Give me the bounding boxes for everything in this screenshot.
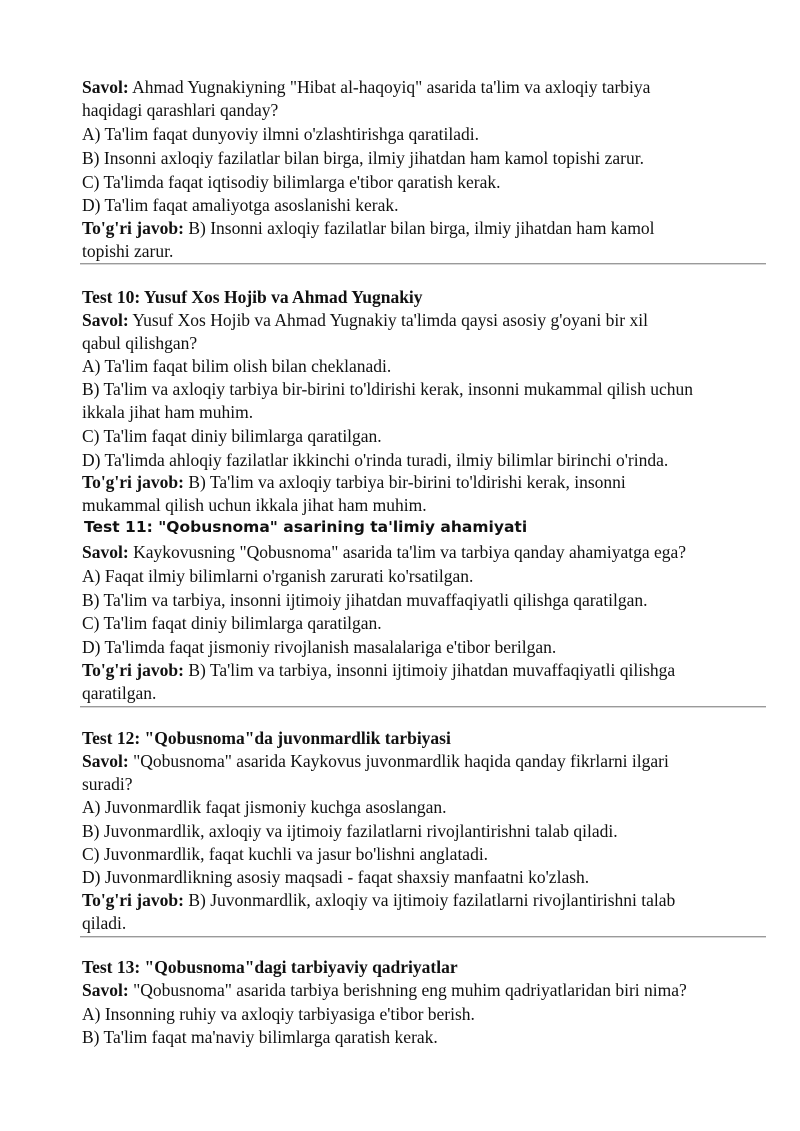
option-d: D) Juvonmardlikning asosiy maqsadi - faqat shaxsiy manfaatni ko'zlash. bbox=[82, 867, 590, 887]
option-b: B) Insonni axloqiy fazilatlar bilan birga, ilmiy jihatdan ham kamol topishi zarur. bbox=[82, 148, 644, 168]
option-c: C) Ta'lim faqat diniy bilimlarga qaratilgan. bbox=[82, 426, 382, 446]
question-line: Savol: "Qobusnoma" asarida tarbiya berishning eng muhim qadriyatlaridan biri nima? bbox=[82, 980, 687, 1000]
answer-label: To'g'ri javob: bbox=[82, 890, 184, 910]
answer-line: To'g'ri javob: B) Ta'lim va axloqiy tarbiya bir-birini to'ldirishi kerak, insonni bbox=[82, 472, 626, 492]
option-a: A) Juvonmardlik faqat jismoniy kuchga asoslangan. bbox=[82, 797, 447, 817]
question-line: haqidagi qarashlari qanday? bbox=[82, 100, 279, 120]
answer-line: mukammal qilish uchun ikkala jihat ham muhim. bbox=[82, 495, 427, 515]
option-d: D) Ta'lim faqat amaliyotga asoslanishi kerak. bbox=[82, 195, 399, 215]
option-a: A) Insonning ruhiy va axloqiy tarbiyasiga e'tibor berish. bbox=[82, 1004, 475, 1024]
test-title: Test 12: "Qobusnoma"da juvonmardlik tarbiyasi bbox=[82, 728, 451, 748]
question-line: Savol: "Qobusnoma" asarida Kaykovus juvonmardlik haqida qanday fikrlarni ilgari bbox=[82, 751, 669, 771]
divider bbox=[80, 706, 766, 707]
option-c: C) Ta'limda faqat iqtisodiy bilimlarga e'tibor qaratish kerak. bbox=[82, 172, 501, 192]
question-line: qabul qilishgan? bbox=[82, 333, 198, 353]
answer-label: To'g'ri javob: bbox=[82, 218, 184, 238]
answer-line: qaratilgan. bbox=[82, 683, 157, 703]
option-a: A) Ta'lim faqat bilim olish bilan cheklanadi. bbox=[82, 356, 392, 376]
question-line: suradi? bbox=[82, 774, 133, 794]
option-b: B) Ta'lim va axloqiy tarbiya bir-birini to'ldirishi kerak, insonni mukammal qilish uchun bbox=[82, 379, 693, 399]
option-b: B) Ta'lim faqat ma'naviy bilimlarga qaratish kerak. bbox=[82, 1027, 438, 1047]
option-a: A) Ta'lim faqat dunyoviy ilmni o'zlashtirishga qaratiladi. bbox=[82, 124, 479, 144]
test-title: Test 13: "Qobusnoma"dagi tarbiyaviy qadriyatlar bbox=[82, 957, 458, 977]
option-b: ikkala jihat ham muhim. bbox=[82, 402, 254, 422]
question-label: Savol: bbox=[82, 310, 129, 330]
option-a: A) Faqat ilmiy bilimlarni o'rganish zarurati ko'rsatilgan. bbox=[82, 566, 474, 586]
question-label: Savol: bbox=[82, 980, 129, 1000]
answer-line: qiladi. bbox=[82, 913, 127, 933]
test-title: Test 11: "Qobusnoma" asarining ta'limiy ahamiyati bbox=[84, 518, 528, 536]
question-label: Savol: bbox=[82, 751, 129, 771]
answer-line: To'g'ri javob: B) Insonni axloqiy fazilatlar bilan birga, ilmiy jihatdan ham kamol bbox=[82, 218, 655, 238]
answer-line: topishi zarur. bbox=[82, 241, 174, 261]
answer-label: To'g'ri javob: bbox=[82, 660, 184, 680]
option-c: C) Juvonmardlik, faqat kuchli va jasur bo'lishni anglatadi. bbox=[82, 844, 489, 864]
answer-line: To'g'ri javob: B) Ta'lim va tarbiya, insonni ijtimoiy jihatdan muvaffaqiyatli qilishga bbox=[82, 660, 676, 680]
test-title: Test 10: Yusuf Xos Hojib va Ahmad Yugnakiy bbox=[82, 287, 423, 307]
question-label: Savol: bbox=[82, 77, 129, 97]
question-label: Savol: bbox=[82, 542, 129, 562]
question-line: Savol: Yusuf Xos Hojib va Ahmad Yugnakiy ta'limda qaysi asosiy g'oyani bir xil bbox=[82, 310, 648, 330]
option-b: B) Ta'lim va tarbiya, insonni ijtimoiy jihatdan muvaffaqiyatli qilishga qaratilgan. bbox=[82, 590, 648, 610]
divider bbox=[80, 936, 766, 937]
option-d: D) Ta'limda faqat jismoniy rivojlanish masalalariga e'tibor berilgan. bbox=[82, 637, 557, 657]
option-c: C) Ta'lim faqat diniy bilimlarga qaratilgan. bbox=[82, 613, 382, 633]
option-d: D) Ta'limda ahloqiy fazilatlar ikkinchi o'rinda turadi, ilmiy bilimlar birinchi o'rinda. bbox=[82, 450, 669, 470]
question-line: Savol: Ahmad Yugnakiyning "Hibat al-haqoyiq" asarida ta'lim va axloqiy tarbiya bbox=[82, 77, 651, 97]
answer-line: To'g'ri javob: B) Juvonmardlik, axloqiy va ijtimoiy fazilatlarni rivojlantirishni talab bbox=[82, 890, 676, 910]
option-b: B) Juvonmardlik, axloqiy va ijtimoiy fazilatlarni rivojlantirishni talab qiladi. bbox=[82, 821, 618, 841]
divider bbox=[80, 263, 766, 264]
question-line: Savol: Kaykovusning "Qobusnoma" asarida ta'lim va tarbiya qanday ahamiyatga ega? bbox=[82, 542, 687, 562]
answer-label: To'g'ri javob: bbox=[82, 472, 184, 492]
